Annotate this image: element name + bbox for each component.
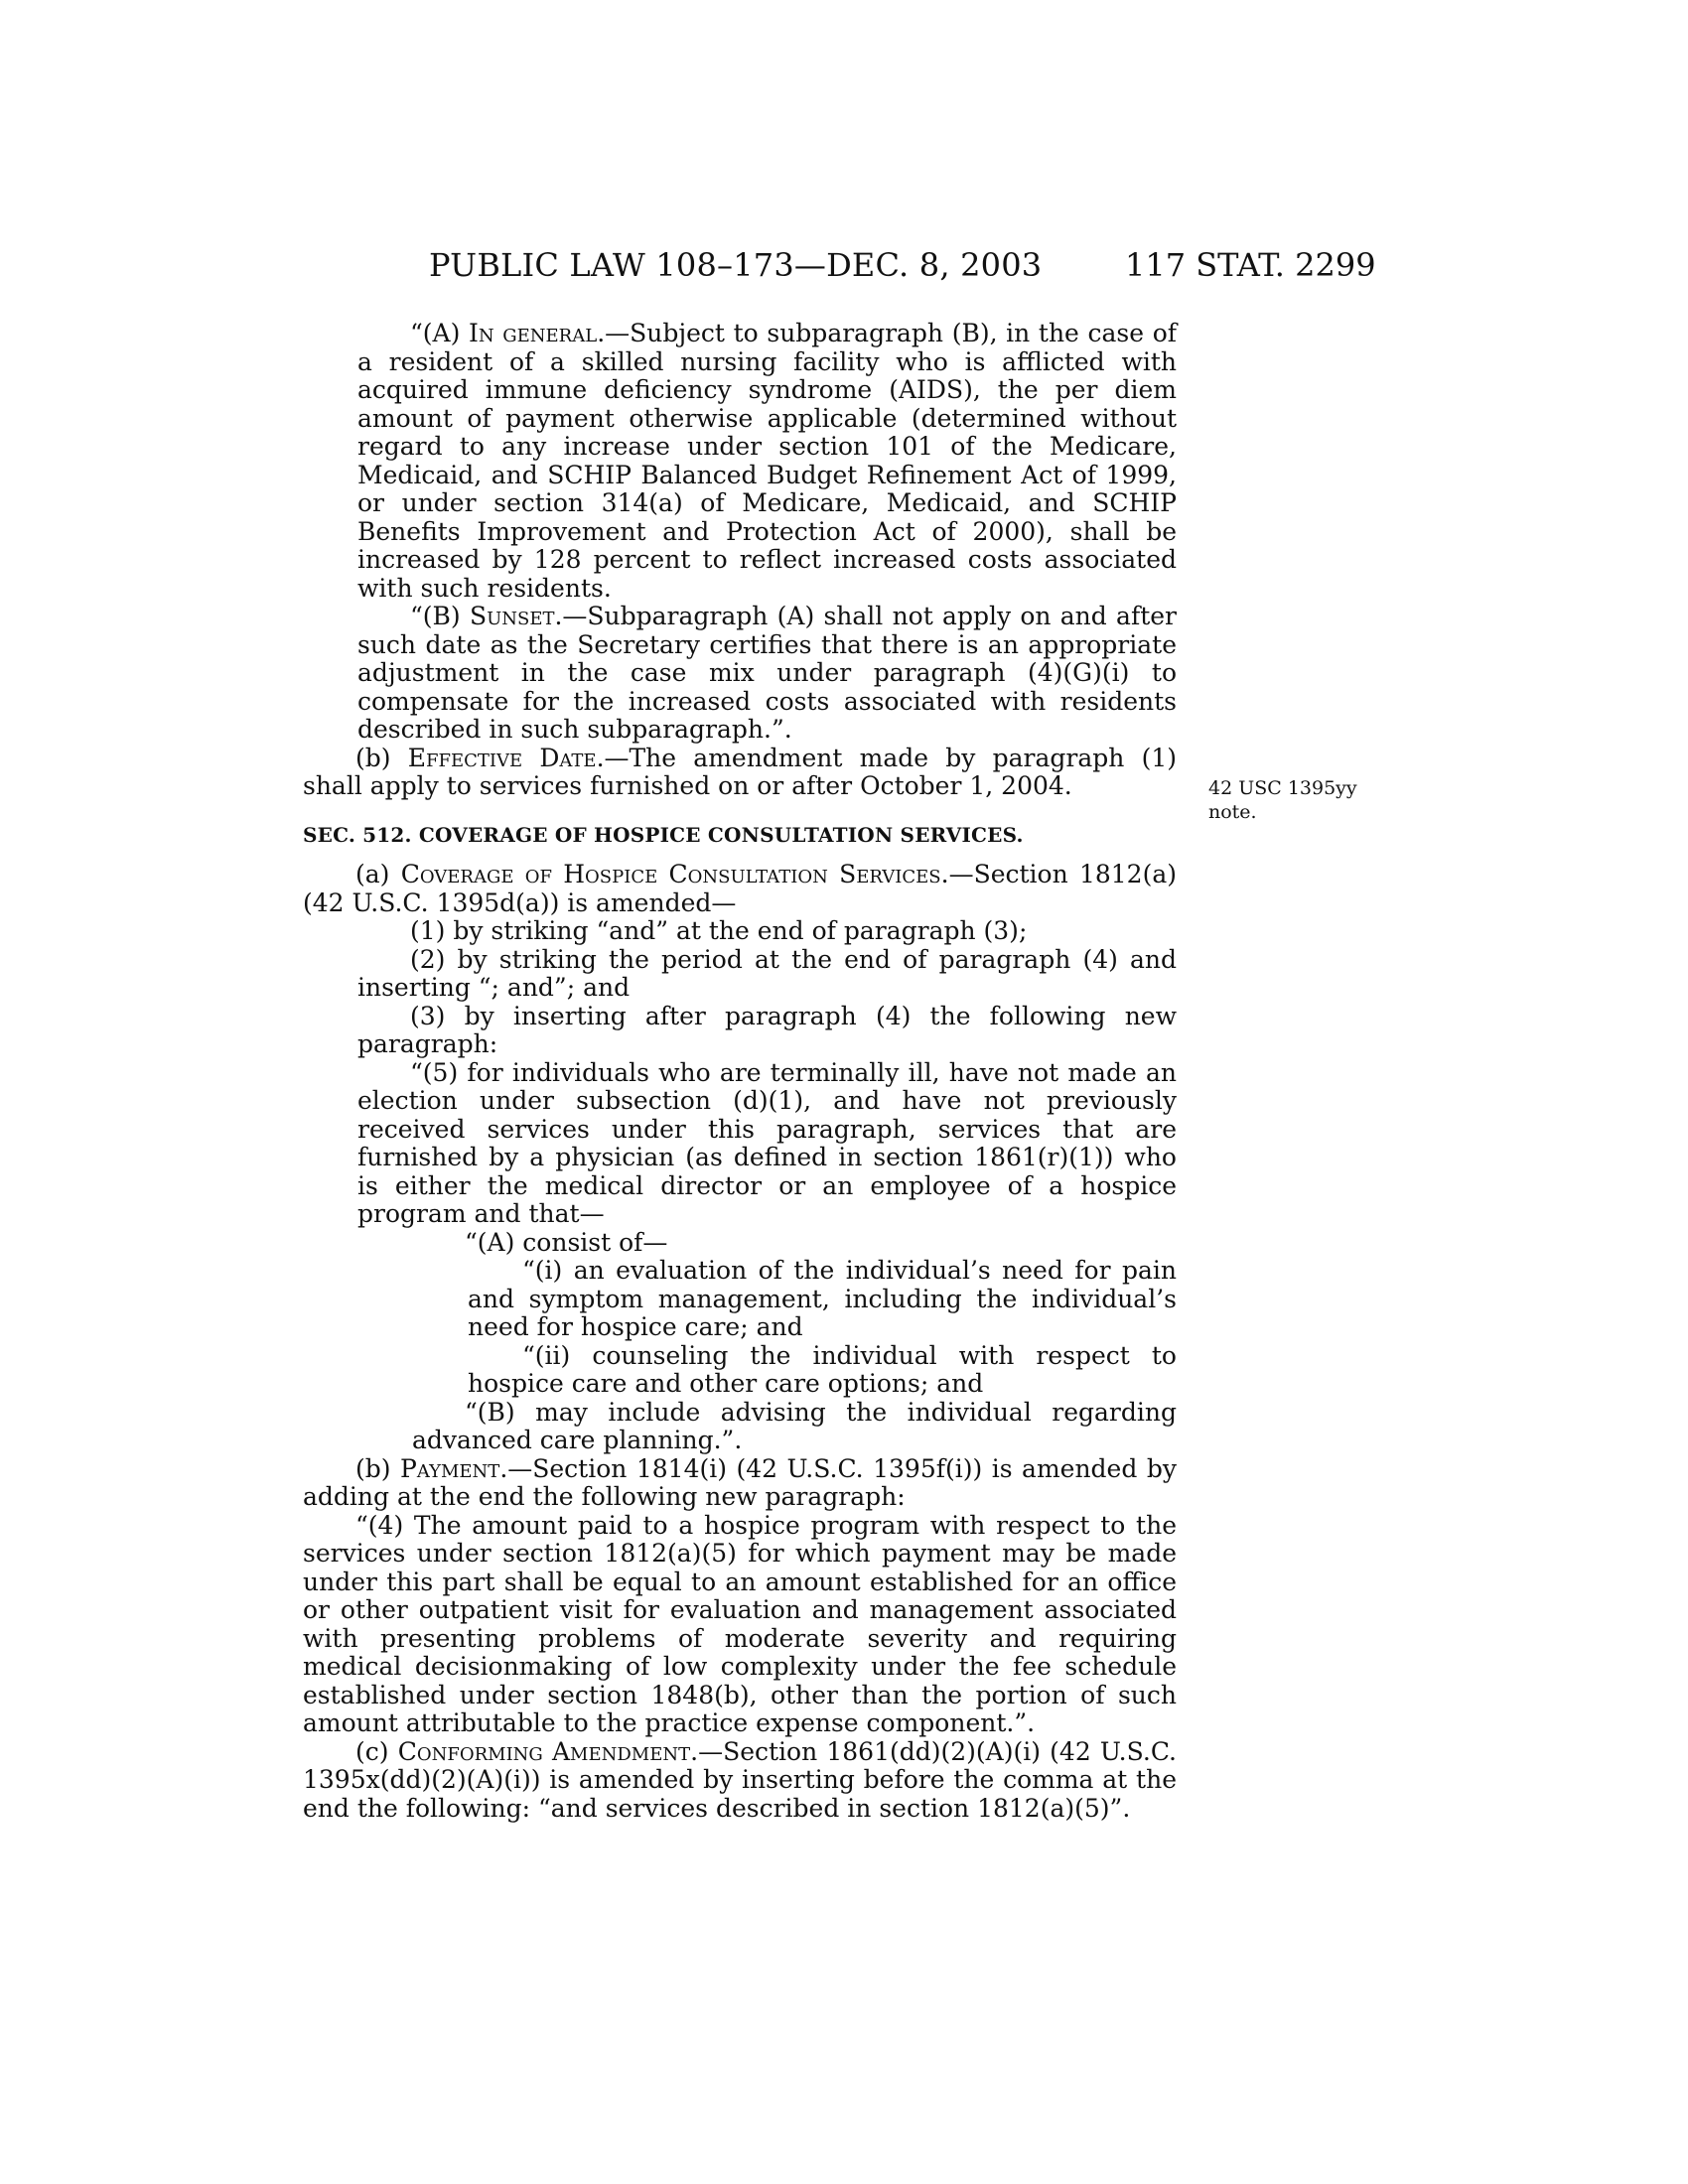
clause-i: “(i) an evaluation of the individual’s need for pain and symptom management, including the individual’s need for hospice care; and	[468, 1256, 1177, 1341]
paragraph-conforming-amendment: (c) Conforming Amendment.—Section 1861(dd)(2)(A)(i) (42 U.S.C. 1395x(dd)(2)(A)(i)) is amended by inserting before the comma at the end the following: “and services described in section 1812(a)(5)”.	[303, 1736, 1177, 1823]
payment-paragraph-4: “(4) The amount paid to a hospice program with respect to the services under section 1812(a)(5) for which payment may be made under this part shall be equal to an amount established for an office or other outpatient visit for evaluation and management associated with presenting problems of moderate severity and requiring medical decisionmaking of low complexity under the fee schedule established under section 1848(b), other than the portion of such amount attributable to the practice expense component.”.	[303, 1510, 1177, 1737]
document-body	[303, 320, 1177, 1823]
paragraph-effective-date: (b) Effective Date.—The amendment made by paragraph (1) shall apply to services furnished on or after October 1, 2004.	[303, 743, 1177, 800]
margin-note-label: note.	[1208, 801, 1257, 823]
section-heading: SEC. 512. COVERAGE OF HOSPICE CONSULTATION SERVICES.	[303, 822, 1024, 847]
running-header-title: PUBLIC LAW 108–173—DEC. 8, 2003	[429, 246, 1043, 284]
paragraph-heading: Coverage of Hospice Consultation Services	[400, 860, 941, 888]
paragraph-b-sunset: “(B) Sunset.—Subparagraph (A) shall not apply on and after such date as the Secretary certifies that there is an appropriate adjustment in the case mix under paragraph (4)(G)(i) to compensate for the increased costs associated with residents described in such subparagraph.”.	[357, 602, 1177, 744]
list-item-1: (1) by striking “and” at the end of paragraph (3);	[410, 916, 1028, 945]
paragraph-heading: Conforming Amendment	[397, 1736, 691, 1766]
paragraph-heading: Payment	[400, 1453, 500, 1483]
paragraph-heading: In general	[469, 319, 598, 347]
new-paragraph-5: “(5) for individuals who are terminally ill, have not made an election under subsection (d)(1), and have not previously received services under this paragraph, services that are furnished by a physician (as defined in section 1861(r)(1)) who is either the medical director or an employee of a hospice program and that—	[357, 1057, 1177, 1228]
list-item-2: (2) by striking the period at the end of paragraph (4) and inserting “; and”; and	[357, 944, 1177, 1002]
subparagraph-a: “(A) consist of—	[465, 1227, 668, 1257]
list-item-3: (3) by inserting after paragraph (4) the following new paragraph:	[357, 1001, 1177, 1058]
paragraph-a-coverage: (a) Coverage of Hospice Consultation Services.—Section 1812(a) (42 U.S.C. 1395d(a)) is amended—	[303, 860, 1177, 917]
paragraph-payment: (b) Payment.—Section 1814(i) (42 U.S.C. 1395f(i)) is amended by adding at the end the following new paragraph:	[303, 1453, 1177, 1511]
paragraph-a-in-general: “(A) In general.—Subject to subparagraph (B), in the case of a resident of a skilled nursing facility who is afflicted with acquired immune deficiency syndrome (AIDS), the per diem amount of payment otherwise applicable (determined without regard to any increase under section 101 of the Medicare, Medicaid, and SCHIP Balanced Budget Refinement Act of 1999, or under section 314(a) of Medicare, Medicaid, and SCHIP Benefits Improvement and Protection Act of 2000), shall be increased by 128 percent to reflect increased costs associated with such residents.	[357, 319, 1177, 603]
paragraph-heading: Effective Date	[407, 743, 597, 772]
subparagraph-b: “(B) may include advising the individual regarding advanced care planning.”.	[412, 1397, 1177, 1454]
clause-ii: “(ii) counseling the individual with respect to hospice care and other care options; and	[468, 1340, 1177, 1398]
paragraph-heading: Sunset	[469, 602, 555, 630]
margin-note	[1208, 776, 1357, 824]
running-header-page-number: 117 STAT. 2299	[1125, 246, 1376, 284]
margin-note-citation: 42 USC 1395yy	[1208, 777, 1357, 799]
